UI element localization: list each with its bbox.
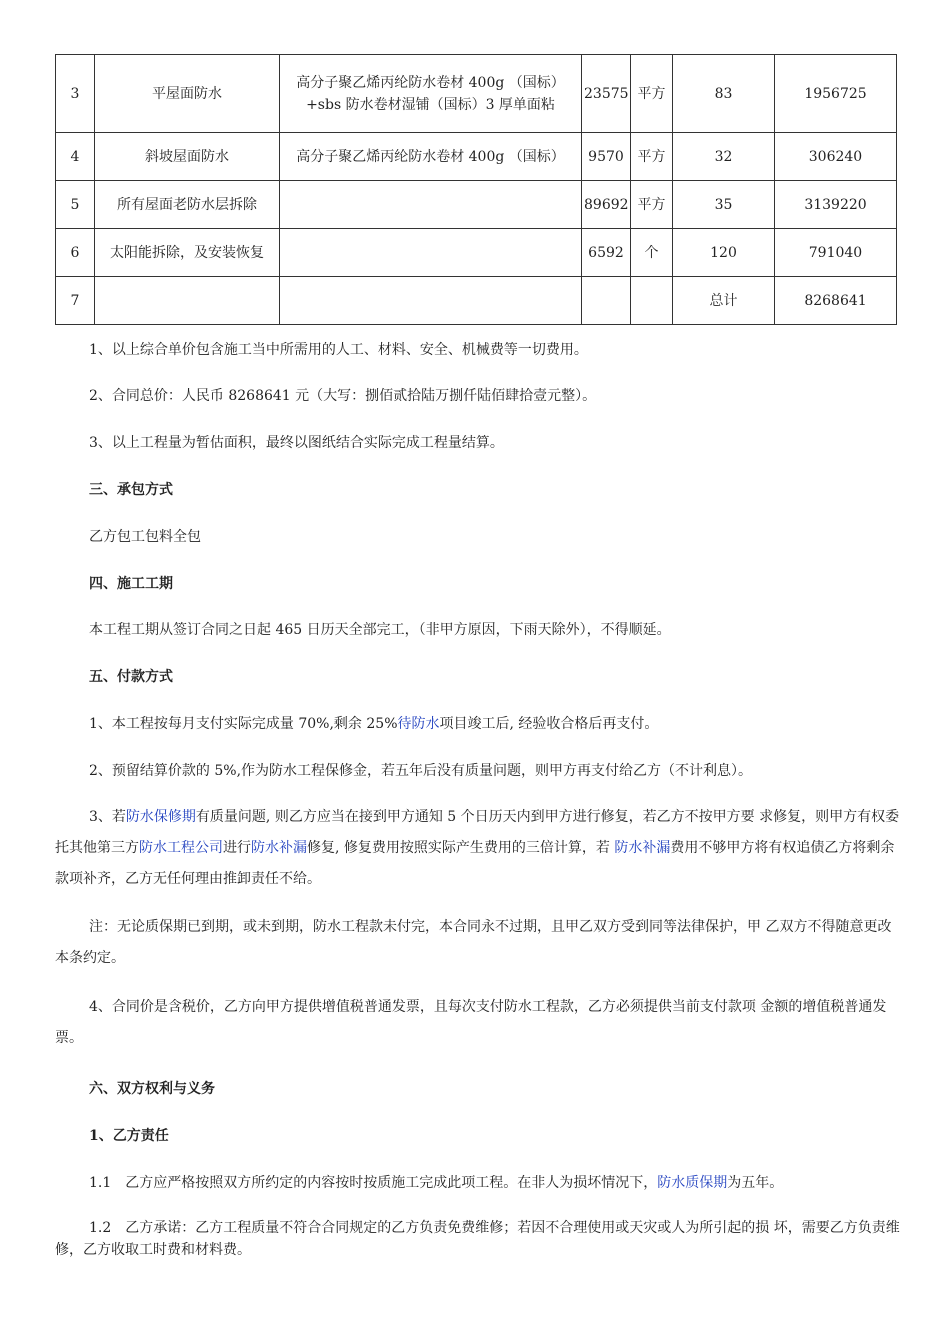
clause-1-1-text: 为五年。 [727,1175,784,1191]
payment-clause-3-text: 有质量问题, 则乙方应当在接到甲方通知 5 个日历天内到甲方进行修复，若乙方不按甲方要 求修复，则甲方有权委托其他第三方 [55,809,900,856]
waterproof-company-link[interactable]: 防水工程公司 [139,840,223,856]
section-4-text: 本工程工期从签订合同之日起 465 日历天全部完工，（非甲方原因，下雨天除外），不得顺延。 [89,622,671,638]
payment-clause-3-text: 修复, 修复费用按照实际产生费用的三倍计算，若 [307,840,615,856]
row-unit-price: 32 [673,133,775,181]
section-3-text: 乙方包工包料全包 [89,529,201,545]
row-number: 6 [56,229,95,277]
row-item: 平屋面防水 [95,55,280,133]
row-material: 高分子聚乙烯丙纶防水卷材 400g （国标） [280,133,582,181]
table-row [56,277,897,325]
row-number: 7 [56,277,95,325]
row-item: 所有屋面老防水层拆除 [95,181,280,229]
payment-clause-1-text: 项目竣工后, 经验收合格后再支付。 [439,716,659,732]
table-row [56,55,897,133]
row-material [280,55,582,133]
warranty-period-link[interactable]: 防水保修期 [125,809,196,825]
note-1: 1、以上综合单价包含施工当中所需用的人工、材料、安全、机械费等一切费用。 [89,342,588,358]
section-3-heading: 三、承包方式 [89,482,173,498]
row-total: 791040 [775,229,897,277]
row-total: 3139220 [775,181,897,229]
row-material [280,277,582,325]
row-item: 太阳能拆除，及安装恢复 [95,229,280,277]
leak-repair-link[interactable]: 防水补漏 [614,840,671,856]
section-5-heading: 五、付款方式 [89,669,173,685]
payment-clause-3-text: 进行 [223,840,251,856]
table-row [56,133,897,181]
payment-clause-1 [89,713,899,735]
row-quantity [582,277,631,325]
leak-repair-link[interactable]: 防水补漏 [251,840,307,856]
row-total: 306240 [775,133,897,181]
row-material [280,181,582,229]
payment-note: 注：无论质保期已到期，或未到期，防水工程款未付完，本合同永不过期，且甲乙双方受到同等法律保护，甲 乙双方不得随意更改本条约定。 [55,919,892,966]
row-total: 1956725 [775,55,897,133]
grand-total: 8268641 [775,277,897,325]
row-item [95,277,280,325]
row-material-line: 高分子聚乙烯丙纶防水卷材 400g （国标） [296,74,565,91]
row-unit-price: 35 [673,181,775,229]
clause-1-2: 1.2 乙方承诺：乙方工程质量不符合合同规定的乙方负责免费维修；若因不合理使用或天灾或人为所引起的损 坏，需要乙方负责维修，乙方收取工时费和材料费。 [55,1220,900,1258]
waterproof-link[interactable]: 待防水 [397,716,440,732]
row-quantity: 89692 [582,181,631,229]
row-material [280,229,582,277]
payment-clause-3-text: 3、若 [89,809,126,825]
row-number: 4 [56,133,95,181]
row-unit: 平方 [631,55,673,133]
table-row [56,181,897,229]
payment-clause-3 [55,802,905,895]
row-unit [631,277,673,325]
note-2: 2、合同总价：人民币 8268641 元（大写：捌佰贰拾陆万捌仟陆佰肆拾壹元整）。 [89,388,597,404]
row-number: 3 [56,55,95,133]
row-unit: 平方 [631,133,673,181]
clause-1-1-text: 1.1 乙方应严格按照双方所约定的内容按时按质施工完成此项工程。在非人为损坏情况下， [89,1175,658,1191]
section-4-heading: 四、施工工期 [89,576,173,592]
table-row [56,229,897,277]
payment-clause-1-text: 1、本工程按每月支付实际完成量 70%,剩余 25% [89,716,398,732]
party-b-duties-heading: 1、乙方责任 [89,1128,169,1144]
row-quantity: 6592 [582,229,631,277]
row-quantity: 9570 [582,133,631,181]
payment-clause-2: 2、预留结算价款的 5%,作为防水工程保修金，若五年后没有质量问题，则甲方再支付给乙方（不计利息）。 [89,763,753,779]
row-material-line: +sbs 防水卷材湿铺（国标）3 厚单面粘 [306,96,555,113]
clause-1-1 [89,1172,899,1194]
section-6-heading: 六、双方权利与义务 [89,1081,215,1097]
row-number: 5 [56,181,95,229]
warranty-link[interactable]: 防水质保期 [657,1175,728,1191]
row-unit-price: 83 [673,55,775,133]
row-unit: 个 [631,229,673,277]
row-quantity: 23575 [582,55,631,133]
quote-table [55,54,897,325]
payment-clause-3-text: 费用不够甲方将有权追债乙方将剩余款项补齐，乙方无任何理由推卸责任不给。 [55,840,895,887]
payment-clause-4: 4、合同价是含税价，乙方向甲方提供增值税普通发票，且每次支付防水工程款，乙方必须提供当前支付款项 金额的增值税普通发票。 [55,999,887,1046]
row-unit: 平方 [631,181,673,229]
row-item: 斜坡屋面防水 [95,133,280,181]
note-3: 3、以上工程量为暂估面积，最终以图纸结合实际完成工程量结算。 [89,435,504,451]
total-label: 总计 [673,277,775,325]
row-unit-price: 120 [673,229,775,277]
